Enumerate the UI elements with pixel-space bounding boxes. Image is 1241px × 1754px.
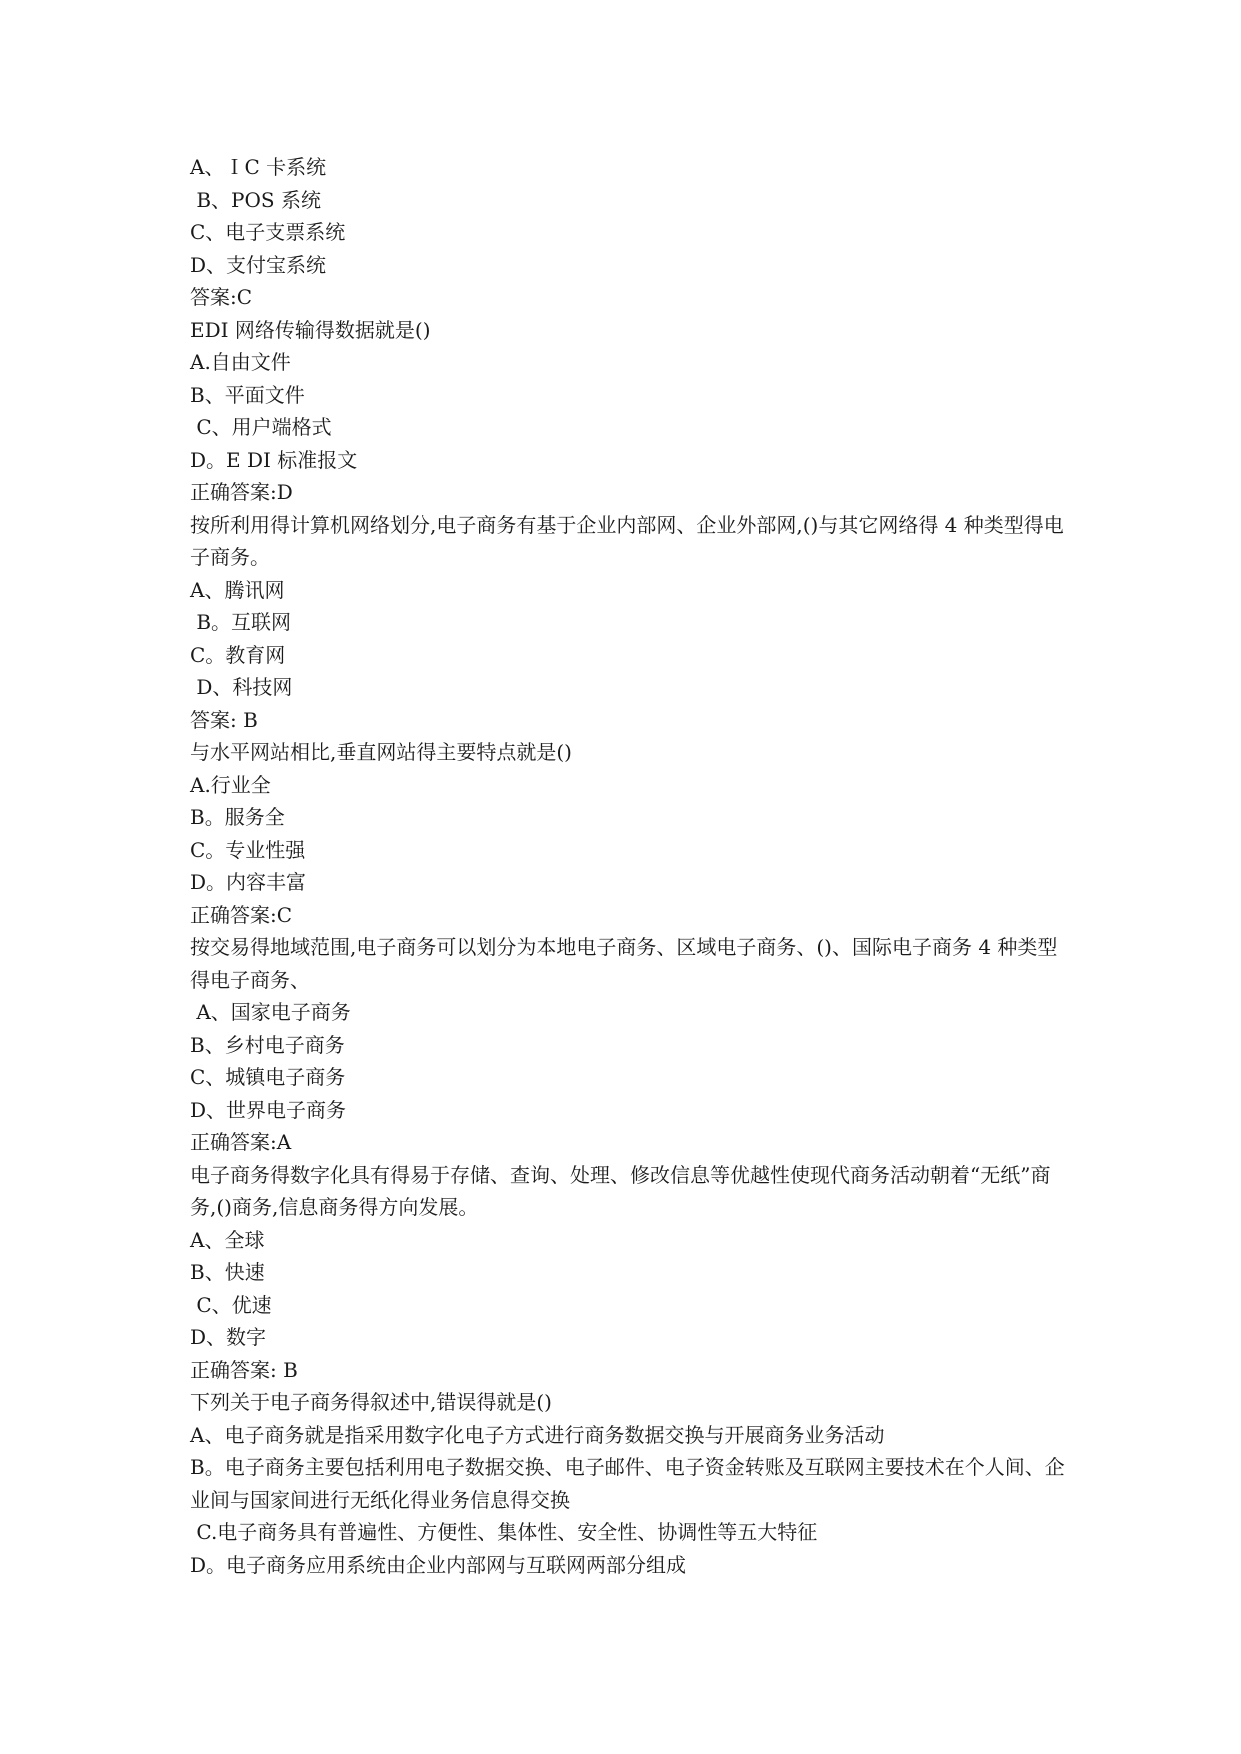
option-line: C。教育网	[190, 642, 286, 667]
option-line: B、POS 系统	[190, 187, 321, 212]
option-line: D、世界电子商务	[190, 1097, 347, 1122]
answer-line: 正确答案: B	[190, 1357, 298, 1382]
answer-line: 正确答案:C	[190, 902, 293, 927]
question-line: EDI 网络传输得数据就是()	[190, 317, 431, 342]
question-line: 下列关于电子商务得叙述中,错误得就是()	[190, 1390, 552, 1414]
option-line: A.自由文件	[190, 350, 291, 374]
option-line: B。电子商务主要包括利用电子数据交换、电子邮件、电子资金转账及互联网主要技术在个人间、企业间与国家间进行无纸化得业务信息得交换	[190, 1455, 1065, 1512]
answer-line: 正确答案:D	[190, 480, 293, 504]
option-line: A.行业全	[190, 772, 271, 797]
option-line: C.电子商务具有普遍性、方便性、集体性、安全性、协调性等五大特征	[190, 1520, 818, 1544]
document-page	[190, 151, 1070, 1581]
answer-line: 答案: B	[190, 707, 258, 732]
option-line: B。互联网	[190, 610, 292, 634]
option-line: D。E DI 标准报文	[190, 447, 358, 472]
question-line: 按交易得地域范围,电子商务可以划分为本地电子商务、区域电子商务、()、国际电子商务 4 种类型得电子商务、	[190, 935, 1058, 992]
answer-line: 答案:C	[190, 285, 253, 309]
option-line: A、全球	[190, 1227, 265, 1252]
option-line: D、科技网	[190, 675, 293, 699]
option-line: A、腾讯网	[190, 577, 285, 602]
option-line: B、乡村电子商务	[190, 1032, 345, 1057]
option-line: C、优速	[190, 1292, 272, 1317]
option-line: C、电子支票系统	[190, 220, 346, 244]
question-line: 与水平网站相比,垂直网站得主要特点就是()	[190, 740, 572, 764]
option-line: A、国家电子商务	[190, 1000, 351, 1024]
option-line: B、快速	[190, 1260, 265, 1284]
option-line: C。专业性强	[190, 837, 306, 862]
option-line: B。服务全	[190, 805, 285, 829]
option-line: A、ＩC 卡系统	[190, 155, 327, 179]
option-line: D。内容丰富	[190, 870, 307, 894]
option-line: C、城镇电子商务	[190, 1065, 346, 1089]
option-line: D。电子商务应用系统由企业内部网与互联网两部分组成	[190, 1552, 687, 1577]
question-line: 按所利用得计算机网络划分,电子商务有基于企业内部网、企业外部网,()与其它网络得 4 种类型得电子商务。	[190, 512, 1064, 569]
option-line: A、电子商务就是指采用数字化电子方式进行商务数据交换与开展商务业务活动	[190, 1422, 885, 1447]
question-line: 电子商务得数字化具有得易于存储、查询、处理、修改信息等优越性使现代商务活动朝着“无纸”商务,()商务,信息商务得方向发展。	[190, 1162, 1051, 1219]
answer-line: 正确答案:A	[190, 1130, 292, 1154]
option-line: C、用户端格式	[190, 415, 332, 439]
option-line: B、平面文件	[190, 382, 305, 407]
option-line: D、数字	[190, 1325, 267, 1349]
option-line: D、支付宝系统	[190, 252, 327, 277]
